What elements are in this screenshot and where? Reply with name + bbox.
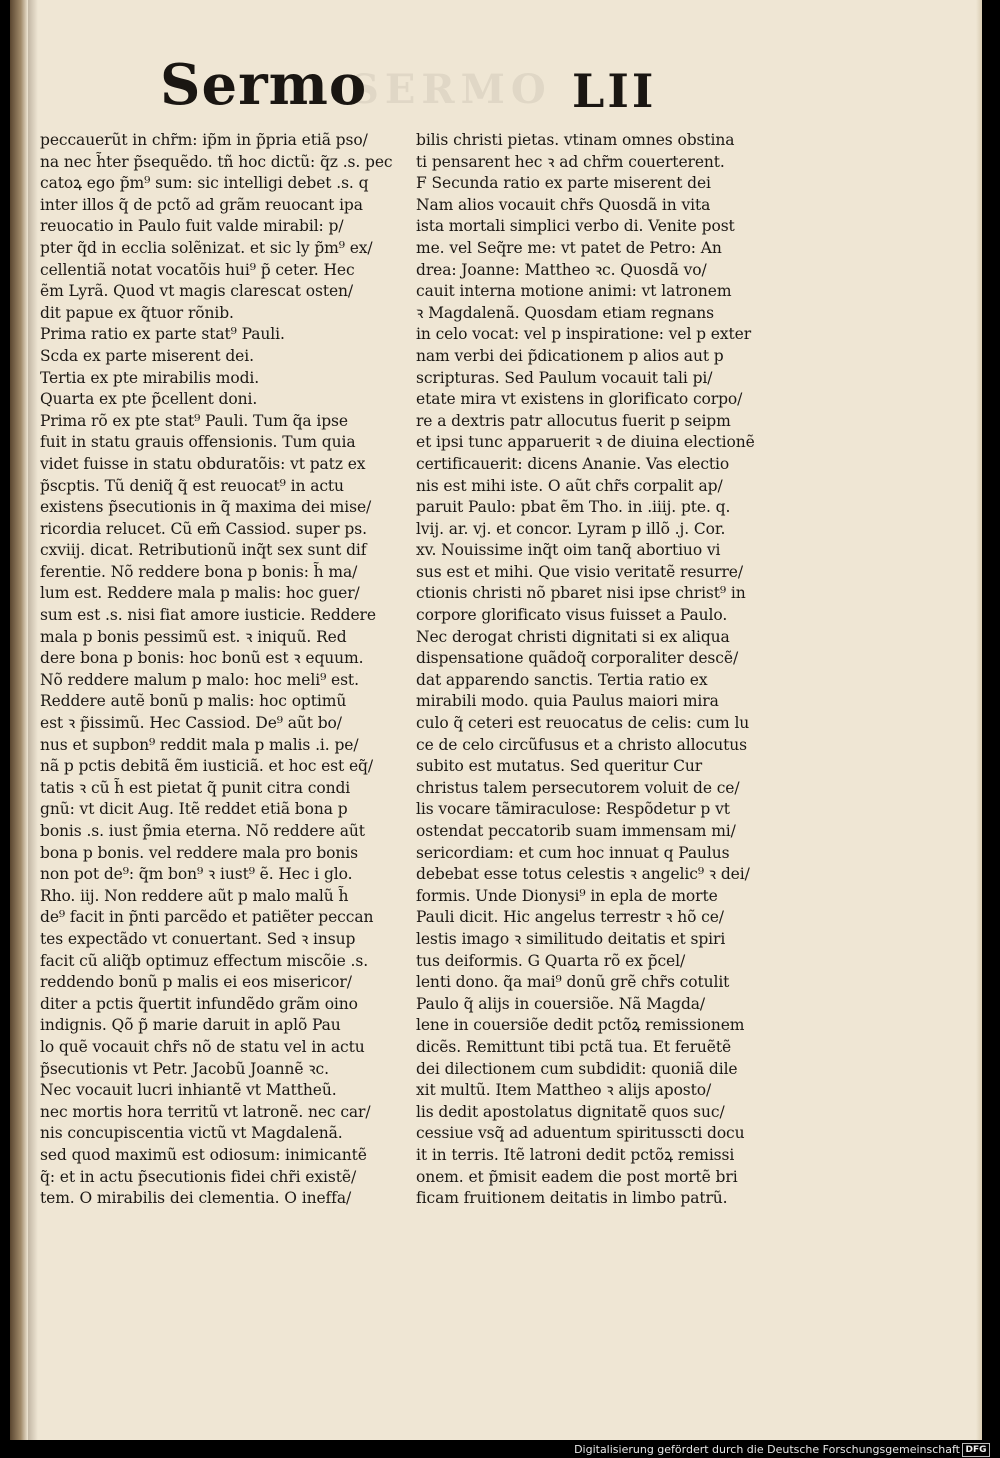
text-line: Tertia ex pte mirabilis modi. — [40, 368, 260, 387]
text-line: Rho. iij. Non reddere aũt p malo malũ h̃ — [40, 886, 349, 905]
text-line: etate mira vt existens in glorificato corpo/ — [416, 390, 743, 409]
text-line: Quarta ex pte p̃cellent doni. — [40, 390, 258, 409]
text-line: et ipsi tunc apparuerit ꝛ de diuina electionẽ — [416, 433, 755, 452]
text-line: dere bona p bonis: hoc bonũ est ꝛ equum. — [40, 649, 364, 668]
text-line: lis vocare tãmiraculose: Respõdetur p vt — [416, 800, 730, 819]
text-line: ricordia relucet. Cũ em̃ Cassiod. super ps. — [40, 519, 367, 538]
text-line: cessiue vsq̃ ad aduentum spiritusscti docu — [416, 1124, 745, 1143]
left-text-column — [40, 130, 408, 1210]
text-line: est ꝛ p̃issimũ. Hec Cassiod. De⁹ aũt bo/ — [40, 714, 342, 733]
text-line: ferentie. Nõ reddere bona p bonis: h̃ ma/ — [40, 562, 358, 581]
text-line: videt fuisse in statu obduratõis: vt patz ex — [40, 454, 366, 473]
text-line: p̃secutionis vt Petr. Jacobũ Joannẽ ꝛc. — [40, 1059, 329, 1078]
funding-credit: Digitalisierung gefördert durch die Deutsche Forschungsgemeinschaft — [574, 1443, 960, 1456]
text-line: xv. Nouissime inq̃t oim tanq̃ abortiuo vi — [416, 541, 721, 560]
text-line: cxviij. dicat. Retributionũ inq̃t sex sunt dif — [40, 541, 367, 560]
text-line: catoꝝ ego p̃m⁹ sum: sic intelligi debet .s. q — [40, 174, 369, 193]
page-right-edge — [976, 0, 982, 1440]
text-line: gnũ: vt dicit Aug. Itẽ reddet etiã bona p — [40, 800, 348, 819]
text-line: dei dilectionem cum subdidit: quoniã dile — [416, 1059, 738, 1078]
text-line: inter illos q̃ de pctõ ad grãm reuocant ipa — [40, 195, 363, 214]
text-line: Nõ reddere malum p malo: hoc meli⁹ est. — [40, 670, 359, 689]
text-line: christus talem persecutorem voluit de ce/ — [416, 778, 740, 797]
text-line: peccauerũt in chr̃m: ip̃m in p̃pria etiã pso/ — [40, 131, 368, 149]
text-line: Reddere autẽ bonũ p malis: hoc optimũ — [40, 692, 347, 711]
text-line: ctionis christi nõ pbaret nisi ipse christ⁹ in — [416, 584, 746, 603]
text-line: nis concupiscentia victũ vt Magdalenã. — [40, 1124, 343, 1143]
text-line: nã p pctis debitã ẽm iusticiã. et hoc est eq̃/ — [40, 757, 374, 776]
text-line: cauit interna motione animi: vt latronem — [416, 282, 732, 301]
text-line: pter q̃d in ecclia solẽnizat. et sic ly p̃m⁹ ex/ — [40, 238, 373, 257]
text-line: lestis imago ꝛ similitudo deitatis et spiri — [416, 929, 726, 948]
text-line: lene in couersiõe dedit pctõꝝ remissionem — [416, 1016, 745, 1035]
text-line: sus est et mihi. Que visio veritatẽ resurre/ — [416, 562, 743, 581]
text-line: facit cũ aliq̃b optimuz effectum miscõie .s. — [40, 951, 369, 970]
text-line: certificauerit: dicens Ananie. Vas electio — [416, 454, 730, 473]
text-line: me. vel Seq̃re me: vt patet de Petro: An — [416, 238, 722, 257]
text-line: nus et supbon⁹ reddit mala p malis .i. pe/ — [40, 735, 359, 754]
text-line: ꝛ Magdalenã. Quosdam etiam regnans — [416, 303, 714, 322]
text-line: nis est mihi iste. O aũt chr̃s corpalit ap/ — [416, 476, 723, 495]
text-line: subito est mutatus. Sed queritur Cur — [416, 757, 703, 776]
text-line: in celo vocat: vel p inspiratione: vel p exter — [416, 325, 752, 344]
text-line: lenti dono. q̃a mai⁹ donũ grẽ chr̃s cotulit — [416, 973, 730, 992]
text-line: lum est. Reddere mala p malis: hoc guer/ — [40, 584, 360, 603]
text-line: mirabili modo. quia Paulus maiori mira — [416, 692, 719, 711]
text-line: tus deiformis. G Quarta rõ ex p̃cel/ — [416, 951, 686, 970]
text-line: paruit Paulo: pbat ẽm Tho. in .iiij. pte. q. — [416, 498, 731, 517]
text-line: F Secunda ratio ex parte miserent dei — [416, 174, 711, 193]
text-line: diter a pctis q̃uertit infundẽdo grãm oino — [40, 994, 358, 1013]
running-title: Sermo — [160, 52, 368, 118]
text-line: Nam alios vocauit chr̃s Quosdã in vita — [416, 195, 711, 214]
text-line: existens p̃secutionis in q̃ maxima dei mise/ — [40, 498, 372, 517]
text-line: re a dextris patr allocutus fuerit p seipm — [416, 411, 731, 430]
text-line: Nec vocauit lucri inhiantẽ vt Mattheũ. — [40, 1081, 337, 1100]
text-line: ce de celo circũfusus et a christo allocutus — [416, 735, 748, 754]
text-line: non pot de⁹: q̃m bon⁹ ꝛ iust⁹ ẽ. Hec i glo. — [40, 865, 353, 884]
text-line: ista mortali simplici verbo di. Venite post — [416, 217, 735, 236]
text-line: cellentiã notat vocatõis hui⁹ p̃ ceter. Hec — [40, 260, 355, 279]
text-line: bonis .s. iust p̃mia eterna. Nõ reddere aũt — [40, 822, 365, 840]
text-line: indignis. Qõ p̃ marie daruit in aplõ Pau — [40, 1016, 341, 1035]
text-line: culo q̃ ceteri est reuocatus de celis: cum lu — [416, 714, 750, 733]
text-line: Paulo q̃ alijs in couersiõe. Nã Magda/ — [416, 994, 706, 1013]
text-line: drea: Joanne: Mattheo ꝛc. Quosdã vo/ — [416, 260, 707, 279]
text-line: sum est .s. nisi fiat amore iusticie. Reddere — [40, 606, 376, 625]
text-line: q̃: et in actu p̃secutionis fidei chr̃i existẽ/ — [40, 1167, 357, 1186]
text-line: reddendo bonũ p malis ei eos misericor/ — [40, 973, 352, 992]
text-line: ẽm Lyrã. Quod vt magis clarescat osten/ — [40, 282, 354, 301]
text-line: bona p bonis. vel reddere mala pro bonis — [40, 843, 358, 862]
text-line: ficam fruitionem deitatis in limbo patrũ. — [416, 1189, 728, 1208]
text-line: fuit in statu grauis offensionis. Tum quia — [40, 433, 356, 452]
text-line: dat apparendo sanctis. Tertia ratio ex — [416, 670, 708, 689]
text-line: bilis christi pietas. vtinam omnes obstina — [416, 131, 735, 149]
text-line: xit multũ. Item Mattheo ꝛ alijs aposto/ — [416, 1081, 712, 1100]
text-line: Prima ratio ex parte stat⁹ Pauli. — [40, 325, 285, 344]
text-line: scripturas. Sed Paulum vocauit tali pi/ — [416, 368, 713, 387]
text-line: tes expectãdo vt conuertant. Sed ꝛ insup — [40, 929, 356, 948]
text-line: ti pensarent hec ꝛ ad chr̃m couerterent. — [416, 152, 725, 171]
right-text-column — [416, 130, 790, 1210]
text-line: lo quẽ vocauit chr̃s nõ de statu vel in actu — [40, 1037, 365, 1056]
text-line: lis dedit apostolatus dignitatẽ quos suc/ — [416, 1102, 725, 1121]
text-line: sed quod maximũ est odiosum: inimicantẽ — [40, 1145, 367, 1164]
text-line: it in terris. Itẽ latroni dedit pctõꝝ remissi — [416, 1145, 735, 1164]
text-line: Nec derogat christi dignitati si ex aliqua — [416, 627, 730, 646]
text-line: Scda ex parte miserent dei. — [40, 346, 254, 365]
text-line: Pauli dicit. Hic angelus terrestr ꝛ hõ ce/ — [416, 908, 724, 927]
text-line: onem. et p̃misit eadem die post mortẽ bri — [416, 1167, 738, 1186]
dfg-logo: DFG — [962, 1443, 990, 1457]
text-line: dispensatione quãdoq̃ corporaliter descẽ/ — [416, 649, 739, 668]
text-line: formis. Unde Dionysi⁹ in epla de morte — [416, 886, 718, 905]
text-line: p̃scptis. Tũ deniq̃ q̃ est reuocat⁹ in actu — [40, 476, 344, 495]
folio-number: LII — [572, 64, 657, 118]
text-line: Prima rõ ex pte stat⁹ Pauli. Tum q̃a ipse — [40, 411, 348, 430]
text-line: ostendat peccatorib suam immensam mi/ — [416, 822, 736, 840]
text-line: corpore glorificato visus fuisset a Paulo. — [416, 606, 728, 625]
text-line: na nec h̃ter p̃sequẽdo. tñ hoc dictũ: q̃z .s. pec — [40, 152, 393, 171]
text-line: dit papue ex q̃tuor rõnib. — [40, 303, 234, 322]
text-line: de⁹ facit in p̃nti parcẽdo et patiẽter peccan — [40, 908, 374, 927]
text-line: tem. O mirabilis dei clementia. O ineffa/ — [40, 1189, 352, 1208]
page-binding-edge — [10, 0, 28, 1440]
text-line: dicẽs. Remittunt tibi pctã tua. Et feruẽtẽ — [416, 1037, 732, 1056]
show-through-ghost: SERMO — [350, 66, 552, 113]
gutter-shadow — [28, 0, 38, 1440]
text-line: nec mortis hora territũ vt latronẽ. nec car/ — [40, 1102, 371, 1121]
text-line: debebat esse totus celestis ꝛ angelic⁹ ꝛ dei/ — [416, 865, 750, 884]
text-line: reuocatio in Paulo fuit valde mirabil: p/ — [40, 217, 344, 236]
text-line: tatis ꝛ cũ h̃ est pietat q̃ punit citra condi — [40, 778, 351, 797]
text-line: mala p bonis pessimũ est. ꝛ iniquũ. Red — [40, 627, 347, 646]
text-line: lvij. ar. vj. et concor. Lyram p illõ .j. Cor. — [416, 519, 726, 538]
text-line: nam verbi dei p̃dicationem p alios aut p — [416, 346, 724, 365]
text-line: sericordiam: et cum hoc innuat q Paulus — [416, 843, 730, 862]
